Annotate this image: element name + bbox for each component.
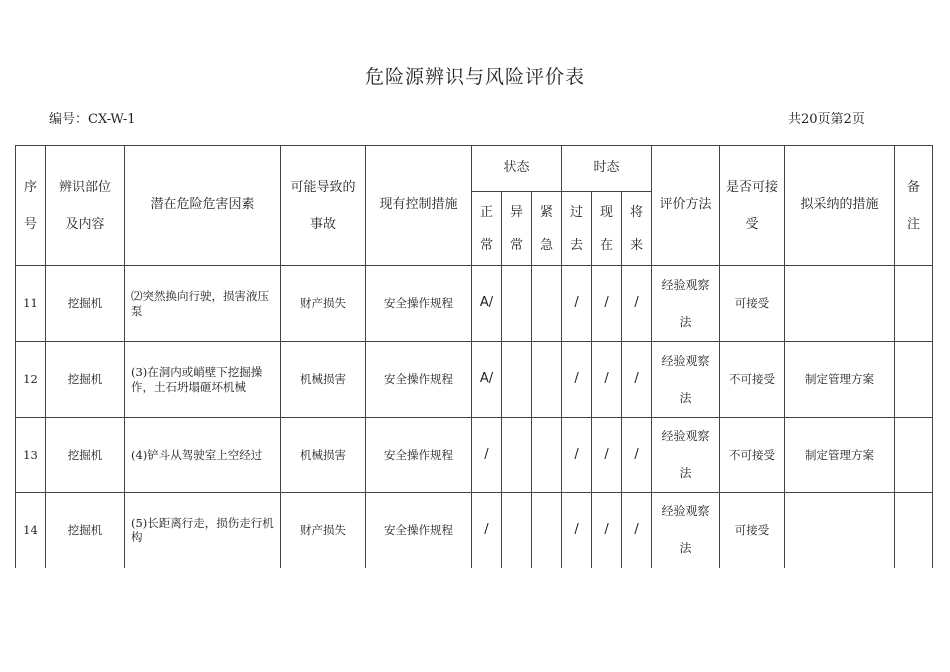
header-control: 现有控制措施: [366, 146, 472, 266]
header-state-abnormal: 异 常: [502, 192, 532, 266]
header-time: 时态: [562, 146, 652, 192]
row-accident: 机械损害: [281, 342, 366, 418]
row-part: 挖掘机: [46, 418, 125, 493]
table-row: [16, 493, 933, 568]
row-state-emergency: [532, 342, 562, 418]
row-state-abnormal: [502, 266, 532, 342]
row-state-abnormal: [502, 342, 532, 418]
header-state-normal: 正 常: [472, 192, 502, 266]
row-method: 经验观察 法: [652, 418, 720, 493]
table-row: [16, 418, 933, 493]
row-measures: 制定管理方案: [785, 418, 895, 493]
row-control: 安全操作规程: [366, 493, 472, 568]
row-state-emergency: [532, 493, 562, 568]
row-accident: 机械损害: [281, 418, 366, 493]
header-remark: 备 注: [895, 146, 933, 266]
page-info: 共20页第2页: [788, 112, 865, 127]
row-measures: [785, 266, 895, 342]
row-state-normal: A/: [472, 266, 502, 342]
document-number: 编号：CX-W-1: [49, 112, 136, 127]
row-method: 经验观察 法: [652, 493, 720, 568]
header-measures: 拟采纳的措施: [785, 146, 895, 266]
row-state-normal: A/: [472, 342, 502, 418]
row-part: 挖掘机: [46, 266, 125, 342]
row-hazard: (3)在洞内或峭壁下挖掘操作，土石坍塌砸坏机械: [125, 342, 281, 418]
header-state-emergency: 紧 急: [532, 192, 562, 266]
header-hazard: 潜在危险危害因素: [125, 146, 281, 266]
table-body: [16, 146, 933, 568]
row-acceptable: 不可接受: [720, 418, 785, 493]
row-hazard: ⑵突然换向行驶，损害液压泵: [125, 266, 281, 342]
header-part: 辨识部位 及内容: [46, 146, 125, 266]
header-seq-bottom: 号: [23, 216, 37, 232]
row-state-emergency: [532, 266, 562, 342]
row-time-present: /: [592, 342, 622, 418]
row-control: 安全操作规程: [366, 418, 472, 493]
row-method: 经验观察 法: [652, 266, 720, 342]
header-time-future: 将 来: [622, 192, 652, 266]
header-time-past: 过 去: [562, 192, 592, 266]
header-seq: [16, 146, 46, 266]
row-state-emergency: [532, 418, 562, 493]
row-measures: [785, 493, 895, 568]
row-method: 经验观察 法: [652, 342, 720, 418]
row-acceptable: 可接受: [720, 266, 785, 342]
header-method: 评价方法: [652, 146, 720, 266]
row-state-normal: /: [472, 418, 502, 493]
table-row: [16, 342, 933, 418]
hazard-table: [15, 145, 933, 568]
row-number: 12: [16, 342, 46, 418]
header-state: 状态: [472, 146, 562, 192]
row-hazard: (5)长距离行走，损伤走行机构: [125, 493, 281, 568]
row-number: 13: [16, 418, 46, 493]
row-state-normal: /: [472, 493, 502, 568]
row-remark: [895, 342, 933, 418]
row-time-past: /: [562, 266, 592, 342]
row-accident: 财产损失: [281, 266, 366, 342]
row-measures: 制定管理方案: [785, 342, 895, 418]
row-number: 14: [16, 493, 46, 568]
row-state-abnormal: [502, 418, 532, 493]
row-remark: [895, 493, 933, 568]
row-time-past: /: [562, 342, 592, 418]
row-hazard: (4)铲斗从驾驶室上空经过: [125, 418, 281, 493]
row-control: 安全操作规程: [366, 342, 472, 418]
header-seq-top: 序: [23, 179, 37, 195]
row-time-past: /: [562, 493, 592, 568]
row-acceptable: 可接受: [720, 493, 785, 568]
row-remark: [895, 266, 933, 342]
row-part: 挖掘机: [46, 493, 125, 568]
page-title: 危险源辨识与风险评价表: [364, 66, 585, 88]
row-number: 11: [16, 266, 46, 342]
row-time-present: /: [592, 418, 622, 493]
row-time-future: /: [622, 418, 652, 493]
row-time-present: /: [592, 266, 622, 342]
row-accident: 财产损失: [281, 493, 366, 568]
row-remark: [895, 418, 933, 493]
header-acceptable: 是否可接 受: [720, 146, 785, 266]
row-control: 安全操作规程: [366, 266, 472, 342]
row-time-future: /: [622, 342, 652, 418]
header-time-present: 现 在: [592, 192, 622, 266]
header-accident: 可能导致的 事故: [281, 146, 366, 266]
row-time-future: /: [622, 493, 652, 568]
header-row-1: [16, 146, 933, 192]
table-row: [16, 266, 933, 342]
row-acceptable: 不可接受: [720, 342, 785, 418]
row-time-present: /: [592, 493, 622, 568]
row-time-future: /: [622, 266, 652, 342]
row-part: 挖掘机: [46, 342, 125, 418]
row-state-abnormal: [502, 493, 532, 568]
row-time-past: /: [562, 418, 592, 493]
